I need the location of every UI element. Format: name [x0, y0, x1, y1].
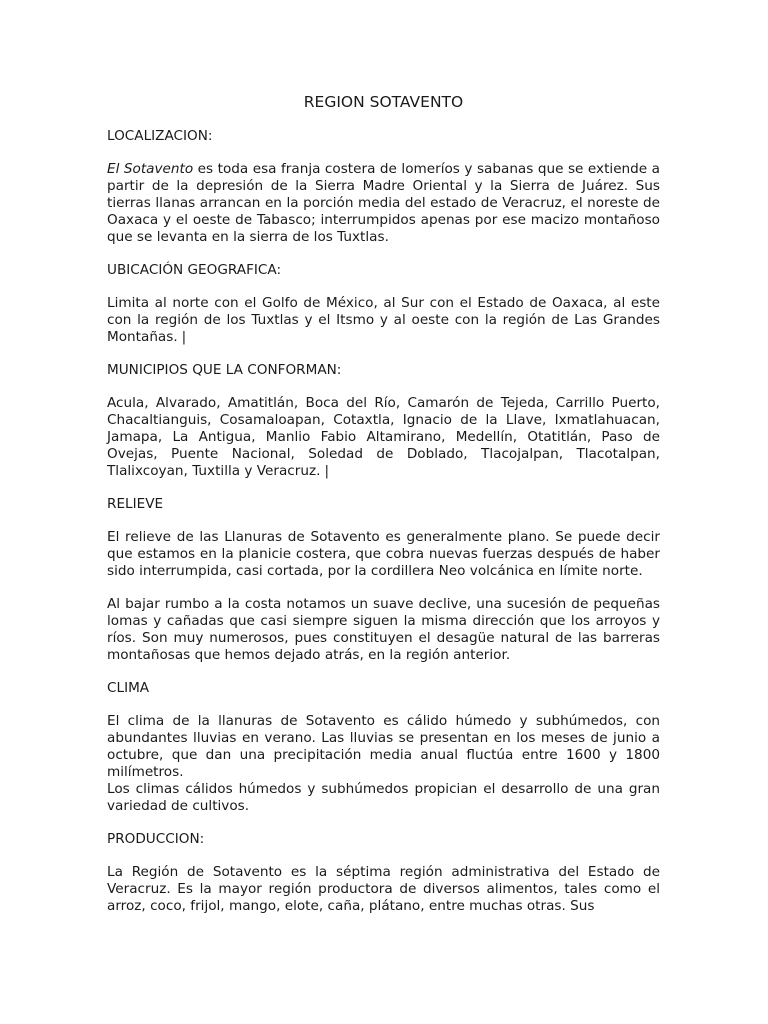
paragraph-ubicacion-text: Limita al norte con el Golfo de México, al Sur con el Estado de Oaxaca, al este con la región de los Tuxtlas y el Itsmo y al oeste con la región de Las Grandes Montañas. [107, 295, 660, 345]
document-title: REGION SOTAVENTO [303, 93, 464, 111]
paragraph-municipios-text: Acula, Alvarado, Amatitlán, Boca del Río, Camarón de Tejeda, Carrillo Puerto, Chacaltianguis, Cosamaloapan, Cotaxtla, Ignacio de la Llave, Ixmatlahuacan, Jamapa, La Antigua, Manlio Fabio Altamirano, Medellín, Otatitlán, Paso de Ovejas, Puente Nacional, Soledad de Doblado, Tlacojalpan, Tlacotalpan, Tlalixcoyan, Tuxtilla y Veracruz. [107, 395, 660, 479]
heading-municipios: MUNICIPIOS QUE LA CONFORMAN: [107, 362, 342, 378]
paragraph-produccion: La Región de Sotavento es la séptima región administrativa del Estado de Veracruz. Es la mayor región productora de diversos alimentos, tales como el arroz, coco, frijol, mango, elote, caña, plátano, entre muchas otras. Sus [107, 864, 660, 914]
paragraph-relieve-2: Al bajar rumbo a la costa notamos un suave declive, una sucesión de pequeñas lomas y cañadas que casi siempre siguen la misma dirección que los arroyos y ríos. Son muy numerosos, pues constituyen el desagüe natural de las barreras montañosas que hemos dejado atrás, en la región anterior. [107, 596, 660, 663]
text-cursor-mark: | [181, 329, 187, 345]
italic-lead: El Sotavento [107, 161, 194, 177]
paragraph-clima-1: El clima de la llanuras de Sotavento es cálido húmedo y subhúmedos, con abundantes lluvias en verano. Las lluvias se presentan en los meses de junio a octubre, que dan una precipitación media anual fluctúa entre 1600 y 1800 milímetros. [107, 713, 660, 780]
paragraph-localizacion-text: es toda esa franja costera de lomeríos y sabanas que se extiende a partir de la depresión de la Sierra Madre Oriental y la Sierra de Juárez. Sus tierras llanas arrancan en la porción media del estado de Veracruz, el noreste de Oaxaca y el oeste de Tabasco; interrumpidos apenas por ese macizo montañoso que se levanta en la sierra de los Tuxtlas. [107, 161, 660, 245]
text-cursor-mark: | [324, 463, 330, 479]
heading-relieve: RELIEVE [107, 496, 164, 512]
paragraph-relieve-1: El relieve de las Llanuras de Sotavento es generalmente plano. Se puede decir que estamos en la planicie costera, que cobra nuevas fuerzas después de haber sido interrumpida, casi cortada, por la cordillera Neo volcánica en límite norte. [107, 529, 660, 579]
heading-produccion: PRODUCCION: [107, 831, 205, 847]
paragraph-localizacion [107, 161, 660, 246]
paragraph-clima-2: Los climas cálidos húmedos y subhúmedos propician el desarrollo de una gran variedad de cultivos. [107, 781, 660, 814]
heading-ubicacion: UBICACIÓN GEOGRAFICA: [107, 262, 282, 278]
heading-localizacion: LOCALIZACION: [107, 128, 213, 144]
heading-clima: CLIMA [107, 680, 150, 696]
paragraph-municipios [107, 395, 660, 480]
document-page [107, 93, 660, 931]
paragraph-ubicacion [107, 295, 660, 346]
